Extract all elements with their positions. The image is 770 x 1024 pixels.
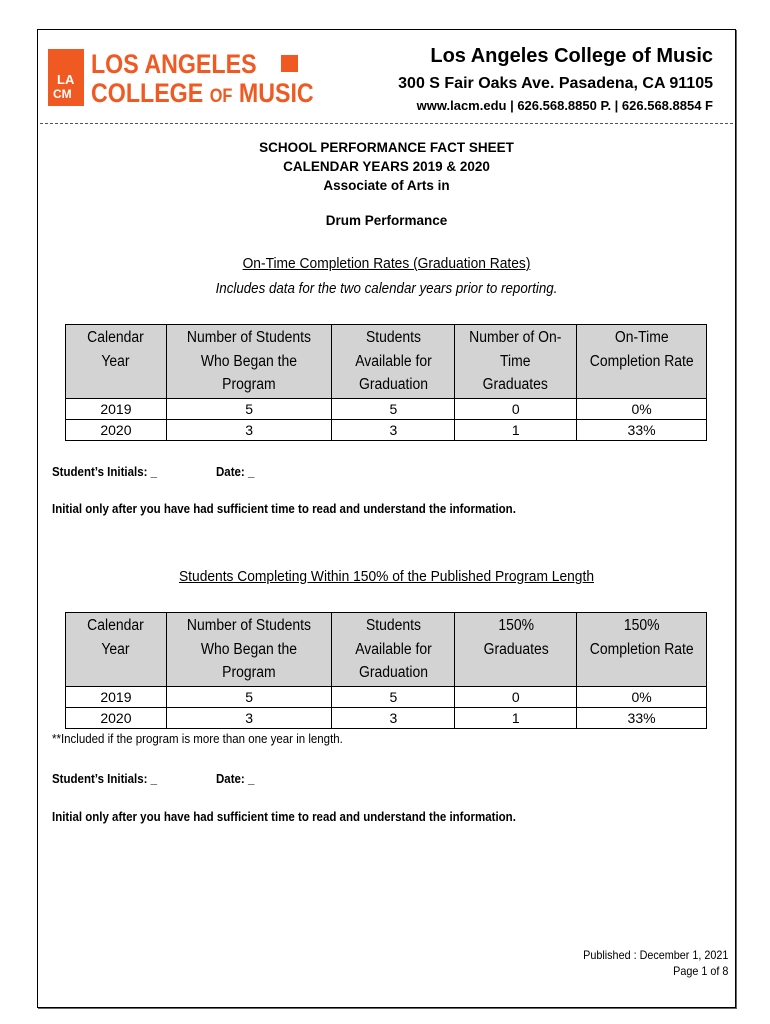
cell-rate: 0% (577, 687, 707, 708)
section1-subtitle: Includes data for the two calendar years prior to reporting. (215, 281, 558, 297)
cell-year: 2019 (66, 687, 167, 708)
table-header-row (66, 613, 707, 687)
header-calendar-year: Calendar Year (66, 613, 167, 687)
doc-title: SCHOOL PERFORMANCE FACT SHEET (259, 140, 514, 155)
cell-available: 3 (332, 708, 455, 729)
header-students-available: Students Available for Graduation (332, 613, 455, 687)
table-row (66, 420, 707, 441)
completion-rates-table (65, 324, 707, 441)
logo-line-2: COLLEGE OF MUSIC (91, 78, 314, 108)
instruction-2: Initial only after you have had sufficient time to read and understand the information. (52, 810, 516, 824)
table-row (66, 399, 707, 420)
header-150-rate: 150% Completion Rate (577, 613, 707, 687)
cell-rate: 0% (577, 399, 707, 420)
cell-began: 3 (166, 708, 332, 729)
table-header-row (66, 325, 707, 399)
published-date: Published : December 1, 2021 (582, 948, 728, 962)
header-students-began: Number of Students Who Began the Program (166, 325, 332, 399)
completion-150-table (65, 612, 707, 729)
doc-degree: Associate of Arts in (323, 178, 450, 193)
college-contact: www.lacm.edu | 626.568.8850 P. | 626.568.8854 F (416, 98, 713, 113)
header-ontime-rate: On-Time Completion Rate (577, 325, 707, 399)
header-divider (40, 123, 733, 124)
header-calendar-year: Calendar Year (66, 325, 167, 399)
cell-available: 5 (332, 687, 455, 708)
cell-rate: 33% (577, 420, 707, 441)
logo-badge: LA CM (48, 49, 84, 106)
college-address: 300 S Fair Oaks Ave. Pasadena, CA 91105 (398, 75, 713, 92)
page-frame (37, 29, 736, 1008)
cell-available: 5 (332, 399, 455, 420)
header-students-began: Number of Students Who Began the Program (166, 613, 332, 687)
logo-square (281, 55, 298, 72)
cell-graduates: 0 (455, 399, 577, 420)
cell-year: 2020 (66, 420, 167, 441)
college-logo (48, 49, 314, 108)
header-students-available: Students Available for Graduation (332, 325, 455, 399)
header-ontime-graduates: Number of On- Time Graduates (455, 325, 577, 399)
cell-began: 5 (166, 687, 332, 708)
page-number: Page 1 of 8 (672, 964, 728, 978)
table-row (66, 687, 707, 708)
initials-field-2[interactable]: Student’s Initials: _ (52, 772, 158, 786)
cell-graduates: 1 (455, 420, 577, 441)
instruction-1: Initial only after you have had sufficient time to read and understand the information. (52, 502, 516, 516)
cell-rate: 33% (577, 708, 707, 729)
date-field-2[interactable]: Date: _ (216, 772, 255, 786)
initials-field-1[interactable]: Student’s Initials: _ (52, 465, 158, 479)
doc-program: Drum Performance (325, 213, 448, 228)
cell-year: 2020 (66, 708, 167, 729)
college-name: Los Angeles College of Music (430, 45, 713, 67)
program-length-note: **Included if the program is more than one year in length. (52, 732, 343, 746)
cell-graduates: 0 (455, 687, 577, 708)
cell-available: 3 (332, 420, 455, 441)
section2-title: Students Completing Within 150% of the Published Program Length (178, 568, 595, 585)
date-field-1[interactable]: Date: _ (216, 465, 255, 479)
table-row (66, 708, 707, 729)
logo-line-1: LOS ANGELES (91, 49, 257, 79)
section1-title: On-Time Completion Rates (Graduation Rates) (242, 255, 531, 272)
cell-began: 3 (166, 420, 332, 441)
cell-graduates: 1 (455, 708, 577, 729)
cell-began: 5 (166, 399, 332, 420)
doc-years: CALENDAR YEARS 2019 & 2020 (283, 159, 490, 174)
cell-year: 2019 (66, 399, 167, 420)
header-150-graduates: 150% Graduates (455, 613, 577, 687)
